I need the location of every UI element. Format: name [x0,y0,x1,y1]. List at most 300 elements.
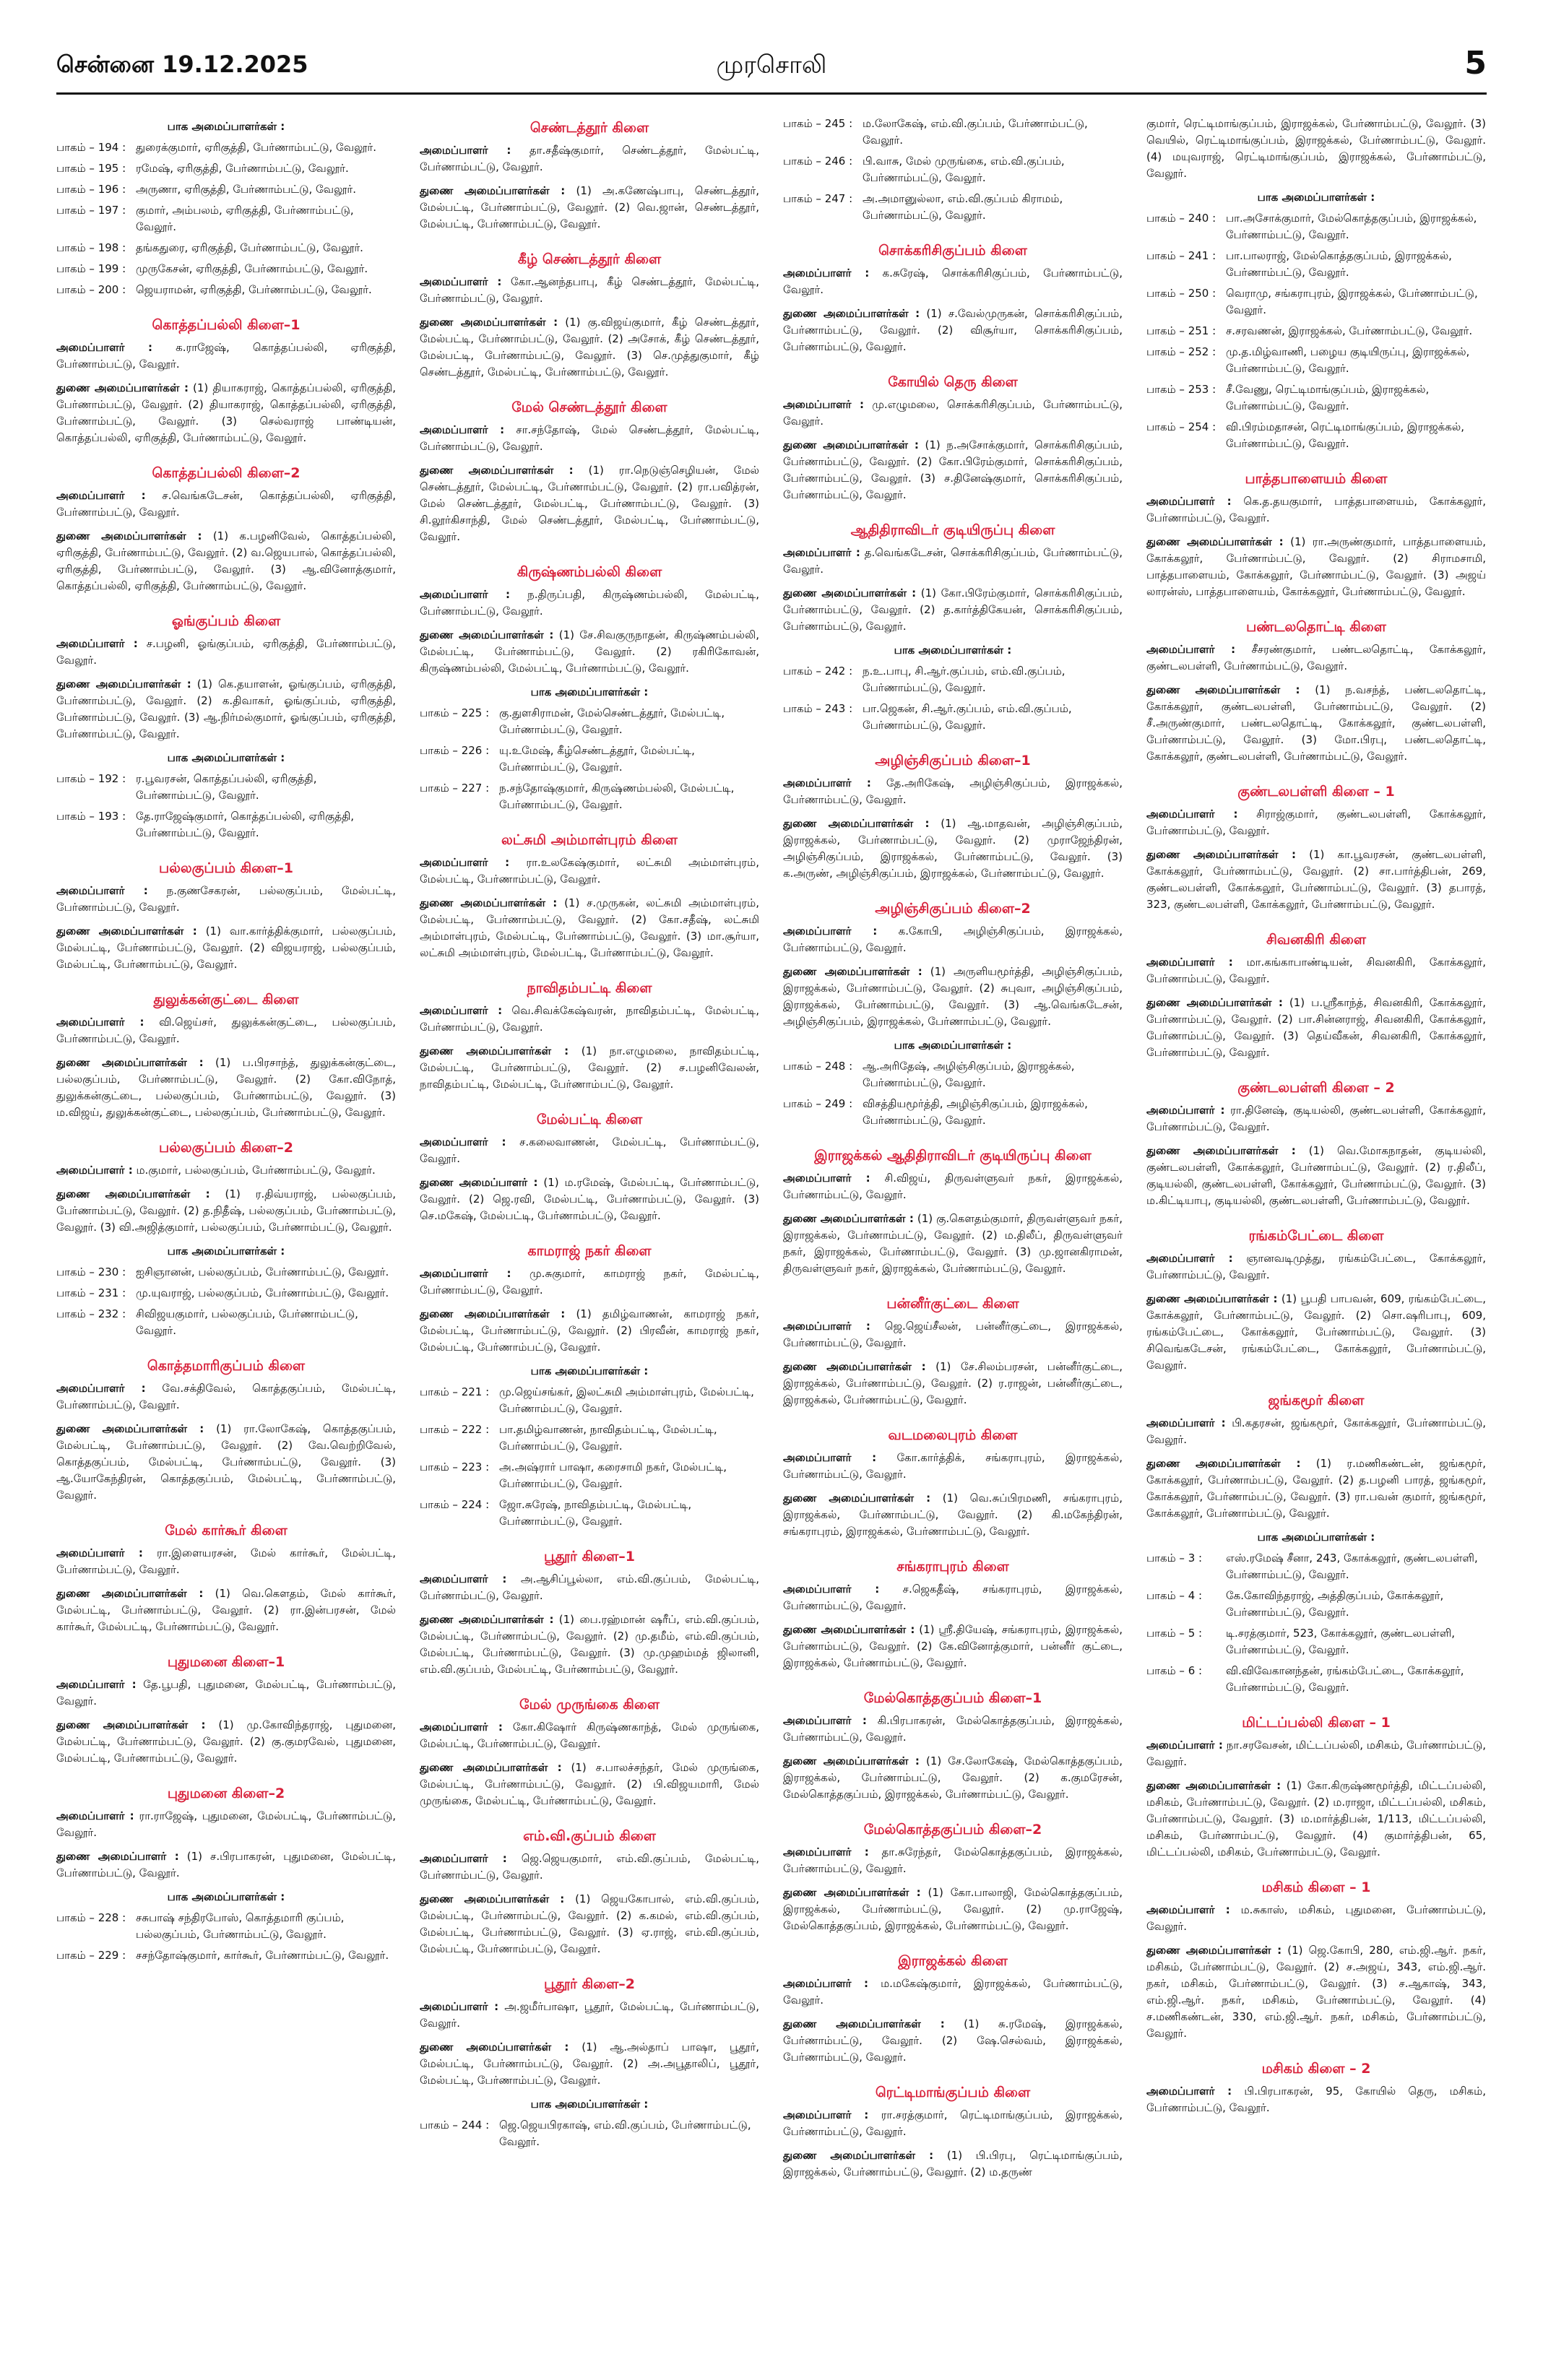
booth-entry [420,743,759,776]
branch-block [1146,471,1486,600]
bearer-names: (1) தமிழ்வாணன், காமராஜ் நகர், மேல்பட்டி, பேர்ணாம்பட்டு, வேலூர். (2) பிரவீன், காமராஜ் நகர், மேல்பட்டி, பேர்ணாம்பட்டு, வேலூர். [420,1307,759,1354]
role-label: துணை அமைப்பாளர்கள் : [1146,1944,1282,1957]
role-label: அமைப்பாளர் : [783,1845,869,1858]
bearer-names: ஜெ.ஜெயகுமார், எம்.வி.குப்பம், மேல்பட்டி, பேர்ணாம்பட்டு, வேலூர். [420,1852,759,1882]
office-bearer-paragraph [783,1581,1123,1614]
bearer-names: (1) ந.அசோக்குமார், சொக்கரிசிகுப்பம், பேர்ணாம்பட்டு, வேலூர். (2) கோ.பிரேம்குமார், சொக்கரிசிகுப்பம், பேர்ணாம்பட்டு, வேலூர். (3) ச.தினேஷ்குமார், சொக்கரிசிகுப்பம், பேர்ணாம்பட்டு, வேலூர். [783,438,1123,501]
office-bearer-paragraph [420,1134,759,1167]
role-label: அமைப்பாளர் : [1146,1416,1226,1429]
branch-block [56,1654,396,1767]
branch-block [420,1697,759,1809]
branch-title: ஆதிதிராவிடர் குடியிருப்பு கிளை [850,522,1055,538]
booth-organiser: மு.ஜெய்சங்கர், இலட்சுமி அம்மாள்புரம், மேல்பட்டி, பேர்ணாம்பட்டு, வேலூர். [499,1385,754,1415]
booth-organiser: அ.அமானுல்லா, எம்.வி.குப்பம் கிராமம், பேர்ணாம்பட்டு, வேலூர். [863,192,1063,222]
role-label: அமைப்பாளர் : [783,1977,869,1990]
role-label: அமைப்பாளர் : [420,1572,507,1585]
branch-title: ரெட்டிமாங்குப்பம் கிளை [875,2085,1031,2100]
role-label: துணை அமைப்பாளர்கள் : [1146,1292,1278,1305]
booth-organiser: தே.ராஜேஷ்குமார், கொத்தப்பல்லி, ஏரிகுத்தி, பேர்ணாம்பட்டு, வேலூர். [136,810,355,839]
bearer-names: (1) வெ.சுப்பிரமணி, சங்கராபுரம், இராஜக்கல், பேர்ணாம்பட்டு, வேலூர். (2) கி.மகேந்திரன், சங்கராபுரம், இராஜக்கல், பேர்ணாம்பட்டு, வேலூர். [783,1492,1123,1538]
bearer-names: ச.ஜெகதீஷ், சங்கராபுரம், இராஜக்கல், பேர்ணாம்பட்டு, வேலூர். [783,1583,1123,1612]
bearer-names: (1) ச.பிரபாகரன், புதுமனை, மேல்பட்டி, பேர்ணாம்பட்டு, வேலூர். [56,1850,396,1879]
branch-title: மேல் முருங்கை கிளை [519,1697,660,1713]
role-label: அமைப்பாளர் : [783,1172,870,1185]
role-label: துணை அமைப்பாளர்கள் : [420,2041,569,2054]
bearer-names: சிராஜ்குமார், குண்டலபள்ளி, கோக்கலூர், பேர்ணாம்பட்டு, வேலூர். [1146,808,1486,837]
booth-entry [56,181,396,198]
bearer-names: வி.ஜெய்சர், துலுக்கன்குட்டை, பல்லகுப்பம், பேர்ணாம்பட்டு, வேலூர். [56,1016,396,1045]
booth-organiser: பா.தமிழ்வாணன், நாவிதம்பட்டி, மேல்பட்டி, பேர்ணாம்பட்டு, வேலூர். [499,1423,717,1453]
bearer-names: ரா.இளையரசன், மேல் கார்கூர், மேல்பட்டி, பேர்ணாம்பட்டு, வேலூர். [56,1546,396,1576]
branch-block [783,1559,1123,1671]
bearer-names: (1) அ.கணேஷ்பாபு, செண்டத்தூர், மேல்பட்டி, பேர்ணாம்பட்டு, வேலூர். (2) வெ.ஜான், செண்டத்தூர், மேல்பட்டி, பேர்ணாம்பட்டு, வேலூர். [420,184,759,230]
branch-title: கிருஷ்ணம்பல்லி கிளை [517,564,662,580]
bearer-names: (1) ச.முருகன், லட்சுமி அம்மாள்புரம், மேல்பட்டி, பேர்ணாம்பட்டு, வேலூர். (2) கோ.சதீஷ், லட்சுமி அம்மாள்புரம், மேல்பட்டி, பேர்ணாம்பட்டு, வேலூர். (3) மா.சூர்யா, லட்சுமி அம்மாள்புரம், மேல்பட்டி, பேர்ணாம்பட்டு, வேலூர். [420,896,759,959]
role-label: துணை அமைப்பாளர்கள் : [783,2017,945,2030]
booth-number: பாகம் – 250 : [1146,287,1216,300]
bearer-names: (1) ரா.நெடுஞ்செழியன், மேல் செண்டத்தூர், மேல்பட்டி, பேர்ணாம்பட்டு, வேலூர். (2) ரா.பவித்ரன், மேல் செண்டத்தூர், மேல்பட்டி, பேர்ணாம்பட்டு, வேலூர். (3) சி.லூர்கிசாந்தி, மேல் செண்டத்தூர், மேல்பட்டி, பேர்ணாம்பட்டு, வேலூர். [420,464,759,543]
bearer-names: (1) ரா.அருண்குமார், பாத்தபாளையம், கோக்கலூர், பேர்ணாம்பட்டு, வேலூர். (2) சிராமசாமி, பாத்தபாளையம், கோக்கலூர், பேர்ணாம்பட்டு, வேலூர். (3) அஜய் லாரன்ஸ், பாத்தபாளையம், கோக்கலூர், பேர்ணாம்பட்டு, வேலூர். [1146,535,1486,598]
bearer-names: தே.அரிகேஷ், அழிஞ்சிகுப்பம், இராஜக்கல், பேர்ணாம்பட்டு, வேலூர். [783,776,1123,806]
office-bearer-paragraph [1146,1143,1486,1209]
issue-date: சென்னை 19.12.2025 [56,51,308,78]
booth-entry [1146,285,1486,319]
booth-organiser: ந.உ.பாபு, சி.ஆர்.குப்பம், எம்.வி.குப்பம், பேர்ணாம்பட்டு, வேலூர். [863,665,1066,694]
branch-block [420,1828,759,1957]
office-bearer-paragraph [56,636,396,669]
branch-block [1146,932,1486,1061]
role-label: அமைப்பாளர் : [56,1678,137,1691]
booth-entry [420,1497,759,1530]
branch-title: ரங்கம்பேட்டை கிளை [1248,1228,1384,1244]
booth-organiser: டி.சரத்குமார், 523, கோக்கலூர், குண்டலபள்ளி, பேர்ணாம்பட்டு, வேலூர். [1226,1627,1455,1656]
role-label: துணை அமைப்பாளர்கள் : [420,628,554,641]
booth-number: பாகம் – 197 : [56,204,126,217]
role-label: துணை அமைப்பாளர்கள் : [56,381,189,394]
booth-entry [56,261,396,277]
branch-title: மேல்பட்டி கிளை [536,1112,643,1128]
booth-organiser: விசத்தியமூர்த்தி, அழிஞ்சிகுப்பம், இராஜக்கல், பேர்ணாம்பட்டு, வேலூர். [863,1097,1088,1127]
role-label: துணை அமைப்பாளர்கள் : [783,1623,915,1636]
branch-title: மேல் செண்டத்தூர் கிளை [511,399,667,415]
booth-organiser: சசந்தோஷ்குமார், கார்கூர், பேர்ணாம்பட்டு, வேலூர். [136,1949,389,1962]
office-bearer-paragraph [56,676,396,743]
branch-title: இராஜக்கல் ஆதிதிராவிடர் குடியிருப்பு கிளை [814,1148,1092,1164]
branch-title: பல்லகுப்பம் கிளை–1 [158,860,294,876]
bearer-names: (1) வா.கார்த்திக்குமார், பல்லகுப்பம், மேல்பட்டி, பேர்ணாம்பட்டு, வேலூர். (2) விஜயராஜ், பல்லகுப்பம், மேல்பட்டி, பேர்ணாம்பட்டு, வேலூர். [56,925,396,971]
office-bearer-paragraph [420,422,759,455]
branch-title: பூதூர் கிளை–2 [543,1976,636,1992]
bearer-names: சி.விஜய், திருவள்ளுவர் நகர், இராஜக்கல், பேர்ணாம்பட்டு, வேலூர். [783,1172,1123,1201]
branch-title: செண்டத்தூர் கிளை [530,120,649,136]
role-label: அமைப்பாளர் : [420,856,510,869]
role-label: அமைப்பாளர் : [783,2108,869,2121]
office-bearer-paragraph [420,142,759,176]
column-3 [783,116,1123,2199]
booth-organiser: மு.த.மிழ்வாணி, பழைய குடியிருப்பு, இராஜக்கல், பேர்ணாம்பட்டு, வேலூர். [1226,345,1470,375]
office-bearer-paragraph [420,1174,759,1224]
role-label: அமைப்பாளர் : [56,1546,143,1559]
office-bearer-paragraph [783,1359,1123,1408]
bearer-names: ஜெ.ஜெய்சீலன், பன்னீர்குட்டை, இராஜக்கல், பேர்ணாம்பட்டு, வேலூர். [783,1320,1123,1349]
role-label: துணை அமைப்பாளர் : [56,1850,179,1863]
role-label: அமைப்பாளர் : [1146,643,1236,656]
bearer-names: (1) சே.சிவகுருநாதன், கிருஷ்ணம்பல்லி, மேல்பட்டி, பேர்ணாம்பட்டு, வேலூர். (2) ரகிரிகோவன், கிருஷ்ணம்பல்லி, மேல்பட்டி, பேர்ணாம்பட்டு, வேலூர். [420,628,759,675]
bearer-names: வெ.சிவக்கேஷ்வரன், நாவிதம்பட்டி, மேல்பட்டி, பேர்ணாம்பட்டு, வேலூர். [420,1004,759,1034]
booth-entry [56,1910,396,1943]
booth-entry [783,663,1123,696]
masthead [56,45,1487,85]
bearer-names: (1) தியாகராஜ், கொத்தப்பல்லி, ஏரிகுத்தி, பேர்ணாம்பட்டு, வேலூர். (2) தியாகராஜ், கொத்தப்பல்லி, ஏரிகுத்தி, பேர்ணாம்பட்டு, வேலூர். (3) செல்வராஜ் பாண்டியன், கொத்தப்பல்லி, ஏரிகுத்தி, பேர்ணாம்பட்டு, வேலூர். [56,381,396,444]
booth-organisers-heading: பாக அமைப்பாளர்கள் : [167,1245,285,1258]
bearer-names: (1) கு.கௌதம்குமார், திருவள்ளுவர் நகர், இராஜக்கல், பேர்ணாம்பட்டு, வேலூர். (2) ம.திலீப், திருவள்ளுவர் நகர், இராஜக்கல், பேர்ணாம்பட்டு, வேலூர். (3) மு.ஜானகிராமன், திருவள்ளுவர் நகர், இராஜக்கல், பேர்ணாம்பட்டு, வேலூர். [783,1212,1123,1275]
branch-block [1146,116,1486,452]
role-label: அமைப்பாளர் : [1146,1104,1225,1117]
booth-entry [420,780,759,813]
booth-number: பாகம் – 241 : [1146,249,1216,262]
booth-number: பாகம் – 192 : [56,772,126,785]
office-bearer-paragraph [1146,995,1486,1061]
office-bearer-paragraph [1146,1778,1486,1861]
branch-block [1146,1228,1486,1374]
booth-organisers-heading: பாக அமைப்பாளர்கள் : [1257,191,1375,204]
header-rule [56,92,1487,95]
bearer-names: மு.சுகுமார், காமராஜ் நகர், மேல்பட்டி, பேர்ணாம்பட்டு, வேலூர். [420,1267,759,1297]
office-bearer-paragraph [783,397,1123,430]
booth-organiser: ஐசிஞானன், பல்லகுப்பம், பேர்ணாம்பட்டு, வேலூர். [136,1265,389,1278]
branch-title: பூதூர் கிளை–1 [543,1549,636,1565]
branch-block [56,613,396,841]
office-bearer-paragraph [420,314,759,381]
booth-entry [56,771,396,804]
booth-organiser: பா.அசோக்குமார், மேல்கொத்தகுப்பம், இராஜக்கல், பேர்ணாம்பட்டு, வேலூர். [1226,212,1477,241]
booth-organiser: சிவிஜயகுமார், பல்லகுப்பம், பேர்ணாம்பட்டு, வேலூர். [136,1307,358,1337]
booth-organiser: ஜெயராமன், ஏரிகுத்தி, பேர்ணாம்பட்டு, வேலூர். [136,283,372,296]
office-bearer-paragraph [420,1719,759,1752]
article-columns [56,116,1487,2355]
branch-block [783,1822,1123,1934]
bearer-names: ம.சுகாஸ், மசிகம், புதுமனை, பேர்ணாம்பட்டு, வேலூர். [1146,1903,1486,1933]
office-bearer-paragraph [1146,2083,1486,2116]
booth-number: பாகம் – 195 : [56,162,126,175]
booth-number: பாகம் – 247 : [783,192,853,205]
role-label: துணை அமைப்பாளர்கள் : [783,1754,920,1767]
booth-number: பாகம் – 251 : [1146,324,1216,337]
bearer-names: ந.குணசேகரன், பல்லகுப்பம், மேல்பட்டி, பேர்ணாம்பட்டு, வேலூர். [56,884,396,914]
role-label: துணை அமைப்பாளர்கள் : [783,1212,914,1225]
branch-title: மேல்கொத்தகுப்பம் கிளை–1 [863,1690,1042,1706]
branch-title: மிட்டப்பல்லி கிளை – 1 [1242,1715,1391,1731]
bearer-names: (1) ர.மணிகண்டன், ஜங்கமூர், கோக்கலூர், பேர்ணாம்பட்டு, வேலூர். (2) த.பழனி பாரத், ஜங்கமூர், கோக்கலூர், பேர்ணாம்பட்டு, வேலூர். (3) ரா.பவன் குமார், ஜங்கமூர், கோக்கலூர், பேர்ணாம்பட்டு, வேலூர். [1146,1457,1486,1520]
bearer-names: (1) நா.எழுமலை, நாவிதம்பட்டி, மேல்பட்டி, பேர்ணாம்பட்டு, வேலூர். (2) ச.பழனிவேலன், நாவிதம்பட்டி, மேல்பட்டி, பேர்ணாம்பட்டு, வேலூர். [420,1044,759,1091]
role-label: அமைப்பாளர் : [420,2000,499,2013]
branch-block [783,116,1123,224]
booth-number: பாகம் – 253 : [1146,383,1216,396]
bearer-names: (1) ப.பிரசாந்த், துலுக்கன்குட்டை, பல்லகுப்பம், பேர்ணாம்பட்டு, வேலூர். (2) கோ.விநோத், துலுக்கன்குட்டை, பல்லகுப்பம், பேர்ணாம்பட்டு, வேலூர். (3) ம.விஜய், துலுக்கன்குட்டை, பல்லகுப்பம், பேர்ணாம்பட்டு, வேலூர். [56,1056,396,1119]
bearer-names: (1) ர.திவ்யராஜ், பல்லகுப்பம், பேர்ணாம்பட்டு, வேலூர். (2) த.நிதீஷ், பல்லகுப்பம், பேர்ணாம்பட்டு, வேலூர். (3) வி.அஜித்குமார், பல்லகுப்பம், பேர்ணாம்பட்டு, வேலூர். [56,1187,396,1234]
office-bearer-paragraph [783,1976,1123,2009]
booth-organiser: சசுபாஷ் சந்திரபோஸ், கொத்தமாரி குப்பம், பல்லகுப்பம், பேர்ணாம்பட்டு, வேலூர். [136,1911,345,1941]
bearer-names: (1) கோ.பாலாஜி, மேல்கொத்தகுப்பம், இராஜக்கல், பேர்ணாம்பட்டு, வேலூர். (2) மு.ராஜேஷ், மேல்கொத்தகுப்பம், இராஜக்கல், பேர்ணாம்பட்டு, வேலூர். [783,1886,1123,1932]
office-bearer-paragraph [1146,534,1486,600]
role-label: அமைப்பாளர் : [56,1382,146,1395]
office-bearer-paragraph [420,854,759,888]
branch-title: புதுமனை கிளை–2 [167,1786,285,1801]
office-bearer-paragraph [56,1186,396,1236]
branch-title: குண்டலபள்ளி கிளை – 1 [1237,784,1395,800]
bearer-names: அ.ஆசிப்பூல்லா, எம்.வி.குப்பம், மேல்பட்டி, பேர்ணாம்பட்டு, வேலூர். [420,1572,759,1602]
branch-title: காமராஜ் நகர் கிளை [527,1243,652,1259]
booth-entry [56,1306,396,1339]
bearer-names: க.சுரேஷ், சொக்கரிசிகுப்பம், பேர்ணாம்பட்டு, வேலூர். [783,267,1123,296]
bearer-names: (1) பி.பிரபு, ரெட்டிமாங்குப்பம், இராஜக்கல், பேர்ணாம்பட்டு, வேலூர். (2) ம.தருண் [783,2149,1123,2178]
role-label: துணை அமைப்பாளர்கள் : [783,1360,926,1373]
bearer-names: (1) சே.லோகேஷ், மேல்கொத்தகுப்பம், இராஜக்கல், பேர்ணாம்பட்டு, வேலூர். (2) க.குமரேசன், மேல்கொத்தகுப்பம், இராஜக்கல், பேர்ணாம்பட்டு, வேலூர். [783,1754,1123,1801]
role-label: அமைப்பாளர் : [420,1135,506,1148]
branch-title: எம்.வி.குப்பம் கிளை [523,1828,656,1844]
booth-organiser: ரமேஷ், ஏரிகுத்தி, பேர்ணாம்பட்டு, வேலூர். [136,162,349,175]
office-bearer-paragraph [783,1884,1123,1934]
booth-entry [1146,1663,1486,1696]
role-label: துணை அமைப்பாளர்கள் : [420,1761,562,1774]
branch-block [783,374,1123,503]
branch-block [56,1358,396,1504]
booth-organiser: வி.விவேகானந்தன், ரங்கம்பேட்டை, கோக்கலூர், பேர்ணாம்பட்டு, வேலூர். [1226,1664,1464,1694]
booth-organiser: அருணா, ஏரிகுத்தி, பேர்ணாம்பட்டு, வேலூர். [136,183,356,196]
office-bearer-paragraph [1146,641,1486,675]
bearer-names: பி.கதரசன், ஜங்கமூர், கோக்கலூர், பேர்ணாம்பட்டு, வேலூர். [1146,1416,1486,1446]
role-label: துணை அமைப்பாளர்கள் : [783,1886,921,1899]
booth-organiser: அ.அஷ்ரார் பாஷா, கரைசாமி நகர், மேல்பட்டி, பேர்ணாம்பட்டு, வேலூர். [499,1461,727,1490]
branch-block [783,243,1123,355]
role-label: அமைப்பாளர் : [1146,1252,1233,1265]
bearer-names: (1) ம.ரமேஷ், மேல்பட்டி, பேர்ணாம்பட்டு, வேலூர். (2) ஜெ.ரவி, மேல்பட்டி, பேர்ணாம்பட்டு, வேலூர். (3) செ.மகேஷ், மேல்பட்டி, பேர்ணாம்பட்டு, வேலூர். [420,1176,759,1222]
branch-block [1146,2061,1486,2116]
office-bearer-paragraph [56,1162,396,1179]
booth-entry [420,2117,759,2150]
booth-number: பாகம் – 229 : [56,1949,126,1962]
booth-organisers-heading: பாக அமைப்பாளர்கள் : [894,644,1012,657]
office-bearer-paragraph [420,1760,759,1809]
booth-entry [1146,419,1486,452]
bearer-names: (1) ஆ.அல்தாப் பாஷா, பூதூர், மேல்பட்டி, பேர்ணாம்பட்டு, வேலூர். (2) அ.அபூதாலிப், பூதூர், மேல்பட்டி, பேர்ணாம்பட்டு, வேலூர். [420,2041,759,2087]
booth-entry [783,191,1123,224]
office-bearer-paragraph [420,1306,759,1356]
booth-number: பாகம் – 242 : [783,665,853,678]
booth-entry [1146,323,1486,339]
booth-number: பாகம் – 252 : [1146,345,1216,358]
booth-organiser: ஆ.அரிதேஷ், அழிஞ்சிகுப்பம், இராஜக்கல், பேர்ணாம்பட்டு, வேலூர். [863,1060,1075,1089]
role-label: அமைப்பாளர் : [783,267,870,280]
office-bearer-paragraph [783,1490,1123,1540]
role-label: அமைப்பாளர் : [1146,956,1233,969]
booth-entry [56,1264,396,1281]
booth-organiser: யு.உமேஷ், கீழ்செண்டத்தூர், மேல்பட்டி, பேர்ணாம்பட்டு, வேலூர். [499,744,695,774]
bearer-names: ரா.உலகேஷ்குமார், லட்சுமி அம்மாள்புரம், மேல்பட்டி, பேர்ணாம்பட்டு, வேலூர். [420,856,759,886]
branch-block [56,118,396,298]
office-bearer-paragraph [783,1713,1123,1746]
booth-organiser: பா.பாலராஜ், மேல்கொத்தகுப்பம், இராஜக்கல், பேர்ணாம்பட்டு, வேலூர். [1226,249,1452,279]
booth-entry [1146,344,1486,377]
role-label: அமைப்பாளர் : [56,884,148,897]
role-label: துணை அமைப்பாளர்கள் : [783,965,922,978]
office-bearer-paragraph [783,2016,1123,2066]
bearer-names: (1) கெ.தயாளன், ஓங்குப்பம், ஏரிகுத்தி, பேர்ணாம்பட்டு, வேலூர். (2) க.திவாகர், ஓங்குப்பம், ஏரிகுத்தி, பேர்ணாம்பட்டு, வேலூர். (3) ஆ.நிர்மல்குமார், ஓங்குப்பம், ஏரிகுத்தி, பேர்ணாம்பட்டு, வேலூர். [56,678,396,740]
office-bearer-paragraph [420,1571,759,1604]
branch-block [1146,1879,1486,2042]
role-label: துணை அமைப்பாளர்கள் : [1146,848,1297,861]
bearer-names: கோ.ஆனந்தபாபு, கீழ் செண்டத்தூர், மேல்பட்டி, பேர்ணாம்பட்டு, வேலூர். [420,275,759,305]
branch-block [420,1112,759,1224]
office-bearer-paragraph [783,437,1123,503]
office-bearer-paragraph [420,1043,759,1093]
branch-block [1146,619,1486,765]
bearer-names: (1) வெ.மோகநாதன், குடியல்லி, குண்டலபள்ளி, கோக்கலூர், பேர்ணாம்பட்டு, வேலூர். (2) ர.திலீப், குடியல்லி, குண்டலபள்ளி, கோக்கலூர், பேர்ணாம்பட்டு, வேலூர். (3) ம.கிட்டியாபு, குடியல்லி, குண்டலபள்ளி, பேர்ணாம்பட்டு, வேலூர். [1146,1144,1486,1207]
role-label: துணை அமைப்பாளர்கள் : [1146,683,1300,696]
booth-number: பாகம் – 223 : [420,1461,490,1474]
branch-block [783,1953,1123,2066]
office-bearer-paragraph [56,380,396,446]
role-label: அமைப்பாளர் : [56,1164,133,1177]
booth-organisers-heading: பாக அமைப்பாளர்கள் : [167,751,285,764]
role-label: அமைப்பாளர் : [420,1004,503,1017]
role-label: அமைப்பாளர் : [420,1267,511,1280]
branch-title: கொத்தப்பல்லி கிளை–1 [152,317,301,333]
role-label: துணை அமைப்பாளர்கள் : [783,587,917,600]
branch-title: மசிகம் கிளை – 1 [1261,1879,1371,1895]
role-label: அமைப்பாளர் : [420,144,511,157]
bearer-names: (1) ஸ்ரீ.தியேஷ், சங்கராபுரம், இராஜக்கல், பேர்ணாம்பட்டு, வேலூர். (2) கே.வினோத்குமார், பன்னீர் குட்டை, இராஜக்கல், பேர்ணாம்பட்டு, வேலூர். [783,1623,1123,1669]
role-label: அமைப்பாளர் : [420,423,505,436]
role-label: அமைப்பாளர் : [783,398,865,411]
office-bearer-paragraph [420,274,759,307]
branch-block [1146,1080,1486,1209]
bearer-names: (1) கோ.கிருஷ்ணமூர்த்தி, மிட்டப்பல்லி, மசிகம், பேர்ணாம்பட்டு, வேலூர். (2) ம.ராஜா, மிட்டப்பல்லி, மசிகம், பேர்ணாம்பட்டு, வேலூர். (3) ம.மார்த்திபன், 1/113, மிட்டப்பல்லி, மசிகம், பேர்ணாம்பட்டு, வேலூர். (4) குமார்த்திபன், 65, மிட்டப்பல்லி, மசிகம், பேர்ணாம்பட்டு, வேலூர். [1146,1779,1486,1858]
office-bearer-paragraph [56,1676,396,1710]
booth-organisers-heading: பாக அமைப்பாளர்கள் : [167,120,285,133]
role-label: அமைப்பாளர் : [56,489,146,502]
office-bearer-paragraph [56,1380,396,1414]
office-bearer-paragraph [420,1851,759,1884]
branch-title: ஓங்குப்பம் கிளை [171,613,281,629]
booth-organiser: பா.ஜெகன், சி.ஆர்.குப்பம், எம்.வி.குப்பம், பேர்ணாம்பட்டு, வேலூர். [863,702,1072,732]
office-bearer-paragraph [420,1611,759,1678]
role-label: துணை அமைப்பாளர்கள் : [783,438,919,451]
role-label: அமைப்பாளர் : [783,925,878,938]
office-bearer-paragraph [420,1003,759,1036]
office-bearer-paragraph [783,2107,1123,2140]
bearer-names: ச.கலைவாணன், மேல்பட்டி, பேர்ணாம்பட்டு, வேலூர். [420,1135,759,1165]
role-label: துணை அமைப்பாளர்கள் : [783,307,920,320]
branch-title: குண்டலபள்ளி கிளை – 2 [1237,1080,1395,1096]
branch-title: கீழ் செண்டத்தூர் கிளை [517,251,662,267]
role-label: அமைப்பாளர் : [420,1852,507,1865]
branch-block [1146,1715,1486,1861]
branch-block [420,980,759,1093]
branch-title: நாவிதம்பட்டி கிளை [527,980,652,996]
branch-title: பாத்தபாளையம் கிளை [1245,471,1388,487]
booth-entry [420,1421,759,1455]
bearer-names: க.ராஜேஷ், கொத்தப்பல்லி, ஏரிகுத்தி, பேர்ணாம்பட்டு, வேலூர். [56,341,396,371]
booth-number: பாகம் – 222 : [420,1423,490,1436]
booth-organisers-heading: பாக அமைப்பாளர்கள் : [167,1890,285,1903]
branch-block [56,1786,396,1964]
office-bearer-paragraph [783,923,1123,956]
role-label: துணை அமைப்பாளர்கள் : [1146,1144,1296,1157]
office-bearer-paragraph [783,1622,1123,1671]
booth-entry [1146,1588,1486,1621]
office-bearer-paragraph [56,1848,396,1882]
branch-title: மசிகம் கிளை – 2 [1261,2061,1371,2077]
office-bearer-paragraph [420,627,759,677]
role-label: அமைப்பாளர் : [783,1451,877,1464]
branch-block [783,1148,1123,1277]
branch-block [56,465,396,594]
bearer-names: (1) சு.ரமேஷ், இராஜக்கல், பேர்ணாம்பட்டு, வேலூர். (2) ஷே.செல்வம், இராஜக்கல், பேர்ணாம்பட்டு, வேலூர். [783,2017,1123,2064]
booth-entry [783,701,1123,734]
bearer-names: ஞானவடிமுத்து, ரங்கம்பேட்டை, கோக்கலூர், பேர்ணாம்பட்டு, வேலூர். [1146,1252,1486,1281]
bearer-names: மா.கங்காபாண்டியன், சிவனகிரி, கோக்கலூர், பேர்ணாம்பட்டு, வேலூர். [1146,956,1486,985]
office-bearer-paragraph [56,1014,396,1047]
branch-block [783,2085,1123,2181]
booth-number: பாகம் – 231 : [56,1286,126,1299]
role-label: துணை அமைப்பாளர்கள் : [783,1492,931,1505]
booth-entry [56,202,396,235]
bearer-names: (1) ஜெ.கோபி, 280, எம்.ஜி.ஆர். நகர், மசிகம், பேர்ணாம்பட்டு, வேலூர். (2) ச.அஜய், 343, எம்.ஜி.ஆர். நகர், மசிகம், பேர்ணாம்பட்டு, வேலூர். (3) ச.ஆகாஷ், 343, எம்.ஜி.ஆர். நகர், மசிகம், பேர்ணாம்பட்டு, வேலூர். (4) ச.மணிகண்டன், 330, எம்.ஜி.ஆர். நகர், மசிகம், பேர்ணாம்பட்டு, வேலூர். [1146,1944,1486,2040]
bearer-names: அ.ஜமீர்பாஷா, பூதூர், மேல்பட்டி, பேர்ணாம்பட்டு, வேலூர். [420,2000,759,2030]
role-label: துணை அமைப்பாளர்கள் : [1146,996,1283,1009]
booth-number: பாகம் – 232 : [56,1307,126,1320]
role-label: துணை அமைப்பாளர்கள் : [420,1307,566,1320]
role-label: அமைப்பாளர் : [783,546,860,559]
office-bearer-paragraph [56,1421,396,1504]
bearer-names: (1) ப.ஸ்ரீகாந்த், சிவனகிரி, கோக்கலூர், பேர்ணாம்பட்டு, வேலூர். (2) பா.சின்னராஜ், சிவனகிரி, கோக்கலூர், பேர்ணாம்பட்டு, வேலூர். (3) தெய்வீகன், சிவனகிரி, கோக்கலூர், பேர்ணாம்பட்டு, வேலூர். [1146,996,1486,1059]
role-label: துணை அமைப்பாளர்கள் : [420,184,566,197]
booth-number: பாகம் – 224 : [420,1498,490,1511]
booth-entry [1146,248,1486,281]
bearer-names: (1) அருளியமூர்த்தி, அழிஞ்சிகுப்பம், இராஜக்கல், பேர்ணாம்பட்டு, வேலூர். (2) சுபுவா, அழிஞ்சிகுப்பம், இராஜக்கல், பேர்ணாம்பட்டு, வேலூர். (3) ஆ.வெங்கடேசன், அழிஞ்சிகுப்பம், இராஜக்கல், பேர்ணாம்பட்டு, வேலூர். [783,965,1123,1028]
office-bearer-paragraph [56,1585,396,1635]
booth-number: பாகம் – 244 : [420,2119,490,2132]
office-bearer-paragraph [783,2147,1123,2181]
booth-number: பாகம் – 226 : [420,744,490,757]
role-label: துணை அமைப்பாளர்கள் : [420,1044,569,1057]
booth-organisers-heading: பாக அமைப்பாளர்கள் : [1257,1531,1375,1544]
office-bearer-paragraph [420,1265,759,1299]
office-bearer-paragraph [420,895,759,961]
booth-organiser: ந.சந்தோஷ்குமார், கிருஷ்ணம்பல்லி, மேல்பட்டி, பேர்ணாம்பட்டு, வேலூர். [499,782,735,811]
branch-block [783,522,1123,734]
booth-organiser: மு.யுவராஜ், பல்லகுப்பம், பேர்ணாம்பட்டு, வேலூர். [136,1286,389,1299]
booth-number: பாகம் – 198 : [56,241,126,254]
role-label: அமைப்பாளர் : [1146,808,1238,821]
bearer-names: ரா.தினேஷ், குடியல்லி, குண்டலபள்ளி, கோக்கலூர், பேர்ணாம்பட்டு, வேலூர். [1146,1104,1486,1133]
booth-organisers-heading: பாக அமைப்பாளர்கள் : [530,1364,649,1377]
office-bearer-paragraph [783,1170,1123,1203]
bearer-names: (1) ஜெயகோபால், எம்.வி.குப்பம், மேல்பட்டி, பேர்ணாம்பட்டு, வேலூர். (2) க.கமல், எம்.வி.குப்பம், மேல்பட்டி, பேர்ணாம்பட்டு, வேலூர். (3) ஏ.ராஜ், எம்.வி.குப்பம், மேல்பட்டி, பேர்ணாம்பட்டு, வேலூர். [420,1892,759,1955]
bearer-names: பி.பிரபாகரன், 95, கோயில் தெரு, மசிகம், பேர்ணாம்பட்டு, வேலூர். [1146,2085,1486,2114]
bearer-names: மு.எழுமலை, சொக்கரிசிகுப்பம், பேர்ணாம்பட்டு, வேலூர். [783,398,1123,428]
role-label: துணை அமைப்பாளர்கள் : [420,316,558,329]
booth-number: பாகம் – 248 : [783,1060,853,1073]
branch-title: சங்கராபுரம் கிளை [896,1559,1009,1575]
office-bearer-paragraph [1146,1415,1486,1448]
page-number: 5 [1464,45,1487,82]
booth-organiser: ச.சரவணன், இராஜக்கல், பேர்ணாம்பட்டு, வேலூர். [1226,324,1473,337]
booth-organiser: ர.பூவரசன், கொத்தப்பல்லி, ஏரிகுத்தி, பேர்ணாம்பட்டு, வேலூர். [136,772,317,802]
role-label: அமைப்பாளர் : [783,1583,880,1596]
booth-number: பாகம் – 6 : [1146,1664,1203,1677]
